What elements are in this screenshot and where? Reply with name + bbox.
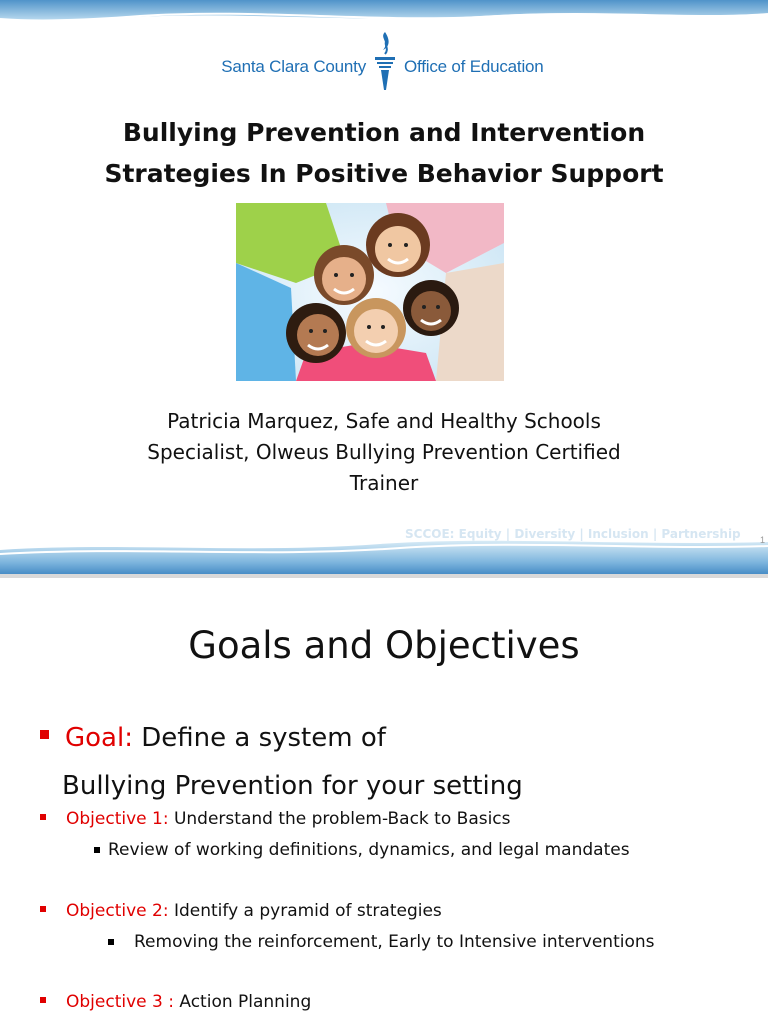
objective-2-label: Objective 2:	[66, 901, 169, 921]
title-line-2: Strategies In Positive Behavior Support	[104, 159, 664, 188]
objective-3-label: Objective 3 :	[66, 992, 174, 1012]
objective-2-subpoint	[108, 932, 655, 952]
objective-2	[40, 901, 442, 921]
goal-text-line-1: Define a system of	[141, 723, 386, 753]
objective-1-text: Understand the problem-Back to Basics	[173, 809, 511, 829]
goal-label: Goal:	[65, 723, 133, 753]
objective-2-sub-text: Removing the reinforcement, Early to Intensive interventions	[134, 932, 655, 952]
objective-1	[40, 809, 511, 829]
objective-1-subpoint	[94, 840, 630, 860]
presenter-line-2: Specialist, Olweus Bullying Prevention Certified	[147, 440, 621, 464]
presenter-info	[0, 406, 768, 499]
title-line-1: Bullying Prevention and Intervention	[122, 118, 646, 147]
goal-item	[40, 714, 523, 810]
black-square-bullet-icon	[108, 939, 114, 945]
goals-title: Goals and Objectives	[188, 624, 580, 667]
logo-text-right: Office of Education	[404, 57, 544, 76]
torch-icon	[370, 30, 400, 94]
objective-1-label: Objective 1:	[66, 809, 169, 829]
black-square-bullet-icon	[94, 847, 100, 853]
objective-1-sub-text: Review of working definitions, dynamics, and legal mandates	[108, 840, 630, 860]
page-number: 1	[760, 535, 766, 545]
objective-2-text: Identify a pyramid of strategies	[173, 901, 442, 921]
objective-3-text: Action Planning	[179, 992, 312, 1012]
red-square-bullet-icon	[40, 814, 46, 820]
logo-text-left: Santa Clara County	[221, 57, 366, 76]
children-huddle-photo	[236, 203, 504, 381]
presenter-line-1: Patricia Marquez, Safe and Healthy Schools	[167, 409, 601, 433]
top-wave-banner	[0, 0, 768, 30]
slide-title-heading	[0, 112, 768, 194]
red-square-bullet-icon	[40, 730, 49, 739]
presenter-line-3: Trainer	[349, 471, 419, 495]
red-square-bullet-icon	[40, 997, 46, 1003]
slide-goals	[0, 578, 768, 1024]
footer-tagline: SCCOE: Equity | Diversity | Inclusion | Partnership	[405, 527, 741, 541]
objective-3	[40, 992, 311, 1012]
goal-text-line-2: Bullying Prevention for your setting	[62, 771, 523, 801]
sccoe-logo	[0, 30, 768, 94]
red-square-bullet-icon	[40, 906, 46, 912]
